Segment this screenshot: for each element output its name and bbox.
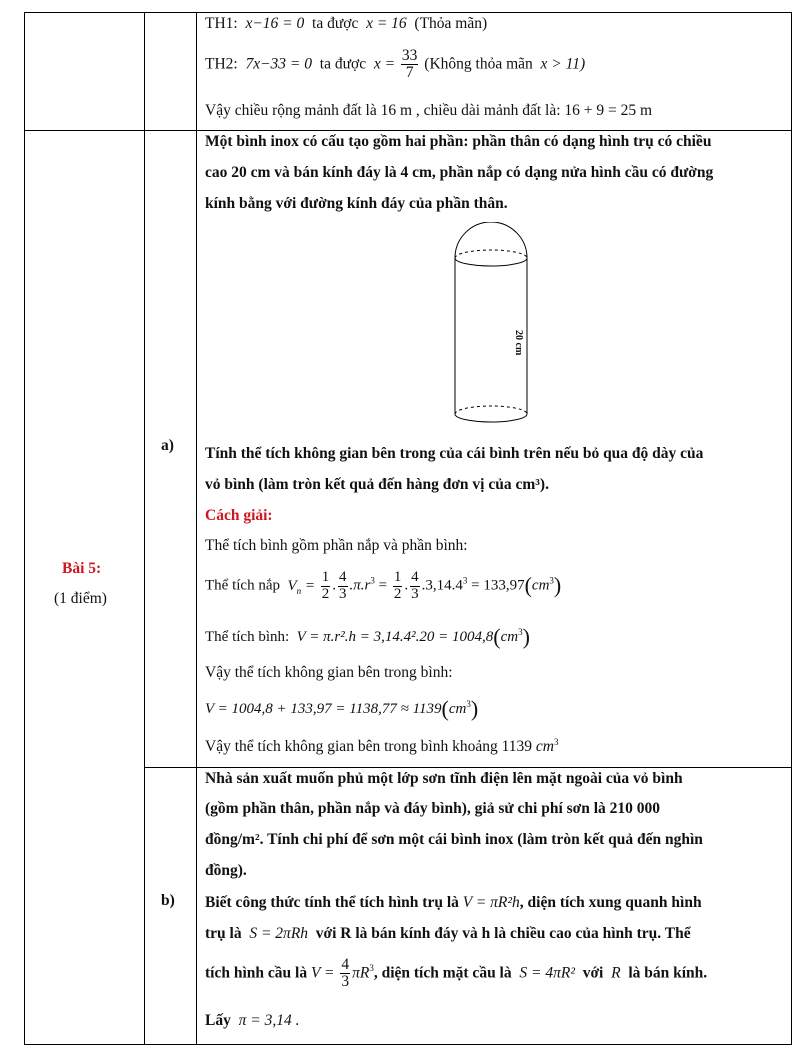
row-divider-1 xyxy=(24,130,792,131)
part-b-line-8: Lấy π = 3,14 . xyxy=(205,1012,300,1029)
table-border-left xyxy=(24,12,25,1045)
part-b-label: b) xyxy=(161,892,175,909)
part-b-line-6: trụ là S = 2πRh với R là bán kính đáy và h là chiều cao của hình trụ. Thể xyxy=(205,925,691,942)
problem-label: Bài 5: xyxy=(62,560,102,577)
part-b-line-3: đồng/m². Tính chi phí để sơn một cái bình inox (làm tròn kết quả đến nghìn xyxy=(205,831,703,848)
part-a-question-2: vỏ bình (làm tròn kết quả đến hàng đơn vị của cm³). xyxy=(205,476,549,493)
column-divider-1 xyxy=(144,12,145,1045)
th1-line: TH1: x−16 = 0 ta được x = 16 (Thỏa mãn) xyxy=(205,15,488,32)
solution-line-3: Thể tích bình: $V = \pi.r^2.h = 3,14.4^2.20 = 1004,8(cm^3)$ xyxy=(205,624,530,649)
th2-line: TH2: 7x−33 = 0 ta được x = $\frac{33}{7}$ (Không thỏa mãn x > 11) xyxy=(205,47,586,82)
cylinder-figure xyxy=(440,222,560,432)
solution-line-4: Vậy thể tích không gian bên trong bình: xyxy=(205,664,453,681)
column-divider-2 xyxy=(196,12,197,1045)
intro-line-2: cao 20 cm và bán kính đáy là 4 cm, phần nắp có dạng nửa hình cầu có đường xyxy=(205,164,714,181)
intro-line-3: kính bằng với đường kính đáy của phần thân. xyxy=(205,195,508,212)
table-border-top xyxy=(24,12,792,13)
solution-line-6: Vậy thể tích không gian bên trong bình khoảng 1139 $cm^3$ xyxy=(205,737,559,756)
solution-line-5: $V = 1004,8 + 133,97 = 1138,77 \approx 1139(cm^3)$ xyxy=(205,696,479,721)
part-a-question-1: Tính thể tích không gian bên trong của cái bình trên nếu bỏ qua độ dày của xyxy=(205,445,704,462)
part-b-line-2: (gồm phần thân, phần nắp và đáy bình), giả sử chi phí sơn là 210 000 xyxy=(205,800,661,817)
solution-line-1: Thể tích bình gồm phần nắp và phần bình: xyxy=(205,537,468,554)
solution-heading: Cách giải: xyxy=(205,507,273,524)
part-b-line-4: đồng). xyxy=(205,862,247,879)
table-border-bottom xyxy=(24,1044,792,1045)
fraction-33-7: $\frac{33}{7}$ xyxy=(401,47,418,82)
intro-line-1: Một bình inox có cấu tạo gồm hai phần: phần thân có dạng hình trụ có chiều xyxy=(205,133,712,150)
part-b-line-1: Nhà sản xuất muốn phủ một lớp sơn tĩnh điện lên mặt ngoài của vỏ bình xyxy=(205,770,683,787)
part-b-line-5: Biết công thức tính thể tích hình trụ là V = πR²h, diện tích xung quanh hình xyxy=(205,894,702,911)
row-divider-2 xyxy=(144,767,792,768)
part-a-label: a) xyxy=(161,437,174,454)
conclusion-line: Vậy chiều rộng mảnh đất là 16 m , chiều dài mảnh đất là: 16 + 9 = 25 m xyxy=(205,102,653,119)
problem-points: (1 điểm) xyxy=(54,590,107,607)
part-b-line-7: tích hình cầu là V = $\frac{4}{3}$ $\pi R^3$, diện tích mặt cầu là S = 4πR² với R là bán kính. xyxy=(205,956,708,991)
solution-line-2: Thể tích nắp $V_n$ = $\frac{1}{2}$ . $\frac{4}{3}$ $.\pi.r^3$ = $\frac{1}{2}$ . $\frac{4}{3}$ $.3,14.4^3 = 133,97(cm^3)$ xyxy=(205,569,562,602)
figure-height-label: 20 cm xyxy=(513,330,524,356)
table-border-right xyxy=(791,12,792,1045)
